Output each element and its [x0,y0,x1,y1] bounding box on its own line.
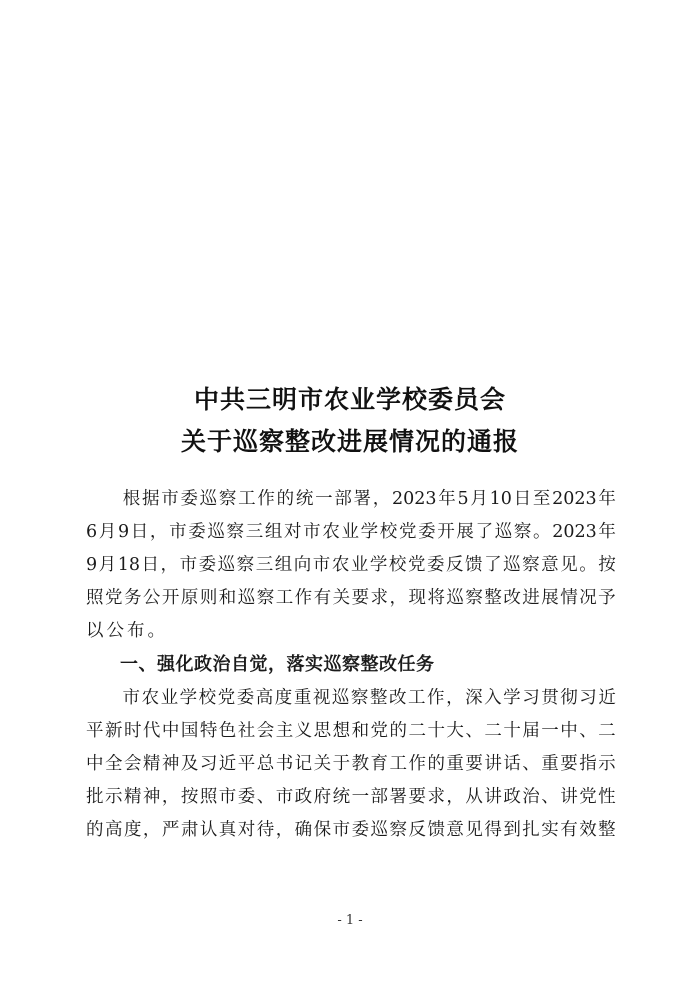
section-1-heading: 一、强化政治自觉，落实巡察整改任务 [120,654,435,675]
paragraph-2-line-1: 市 农 业 学 校 党 委 高 度 重 视 巡 察 整 改 工 作 ， 深 入 学 习 贯 彻 习 近 [122,688,616,708]
paragraph-1-line-4: 照 党 务 公 开 原 则 和 巡 察 工 作 有 关 要 求 ， 现 将 巡 察 整 改 进 展 情 况 予 [86,588,616,608]
paragraph-1-line-1: 根 据 市 委 巡 察 工 作 的 统 一 部 署 ， 2023 年 5 月 10 日 至 2023 年 [122,489,616,509]
document-title-line-2: 关于巡察整改进展情况的通报 [180,427,519,456]
paragraph-1-line-5: 以公布。 [86,621,168,641]
paragraph-1-line-3: 9 月 18 日 ， 市 委 巡 察 三 组 向 市 农 业 学 校 党 委 反 馈 了 巡 察 意 见 。 按 [86,555,616,575]
paragraph-2-line-2: 平 新 时 代 中 国 特 色 社 会 主 义 思 想 和 党 的 二 十 大 、 二 十 届 一 中 、 二 [86,721,616,741]
paragraph-2-line-4: 批 示 精 神 ， 按 照 市 委 、 市 政 府 统 一 部 署 要 求 ， 从 讲 政 治 、 讲 党 性 [86,787,616,807]
paragraph-2-line-3: 中 全 会 精 神 及 习 近 平 总 书 记 关 于 教 育 工 作 的 重 要 讲 话 、 重 要 指 示 [86,754,616,774]
paragraph-2-line-5: 的 高 度 ， 严 肃 认 真 对 待 ， 确 保 市 委 巡 察 反 馈 意 见 得 到 扎 实 有 效 整 [86,820,616,840]
page-number: - 1 - [337,913,363,928]
paragraph-1-line-2: 6 月 9 日 ， 市 委 巡 察 三 组 对 市 农 业 学 校 党 委 开 展 了 巡 察 。 2023 年 [86,522,616,542]
document-title-line-1: 中共三明市农业学校委员会 [193,385,506,414]
